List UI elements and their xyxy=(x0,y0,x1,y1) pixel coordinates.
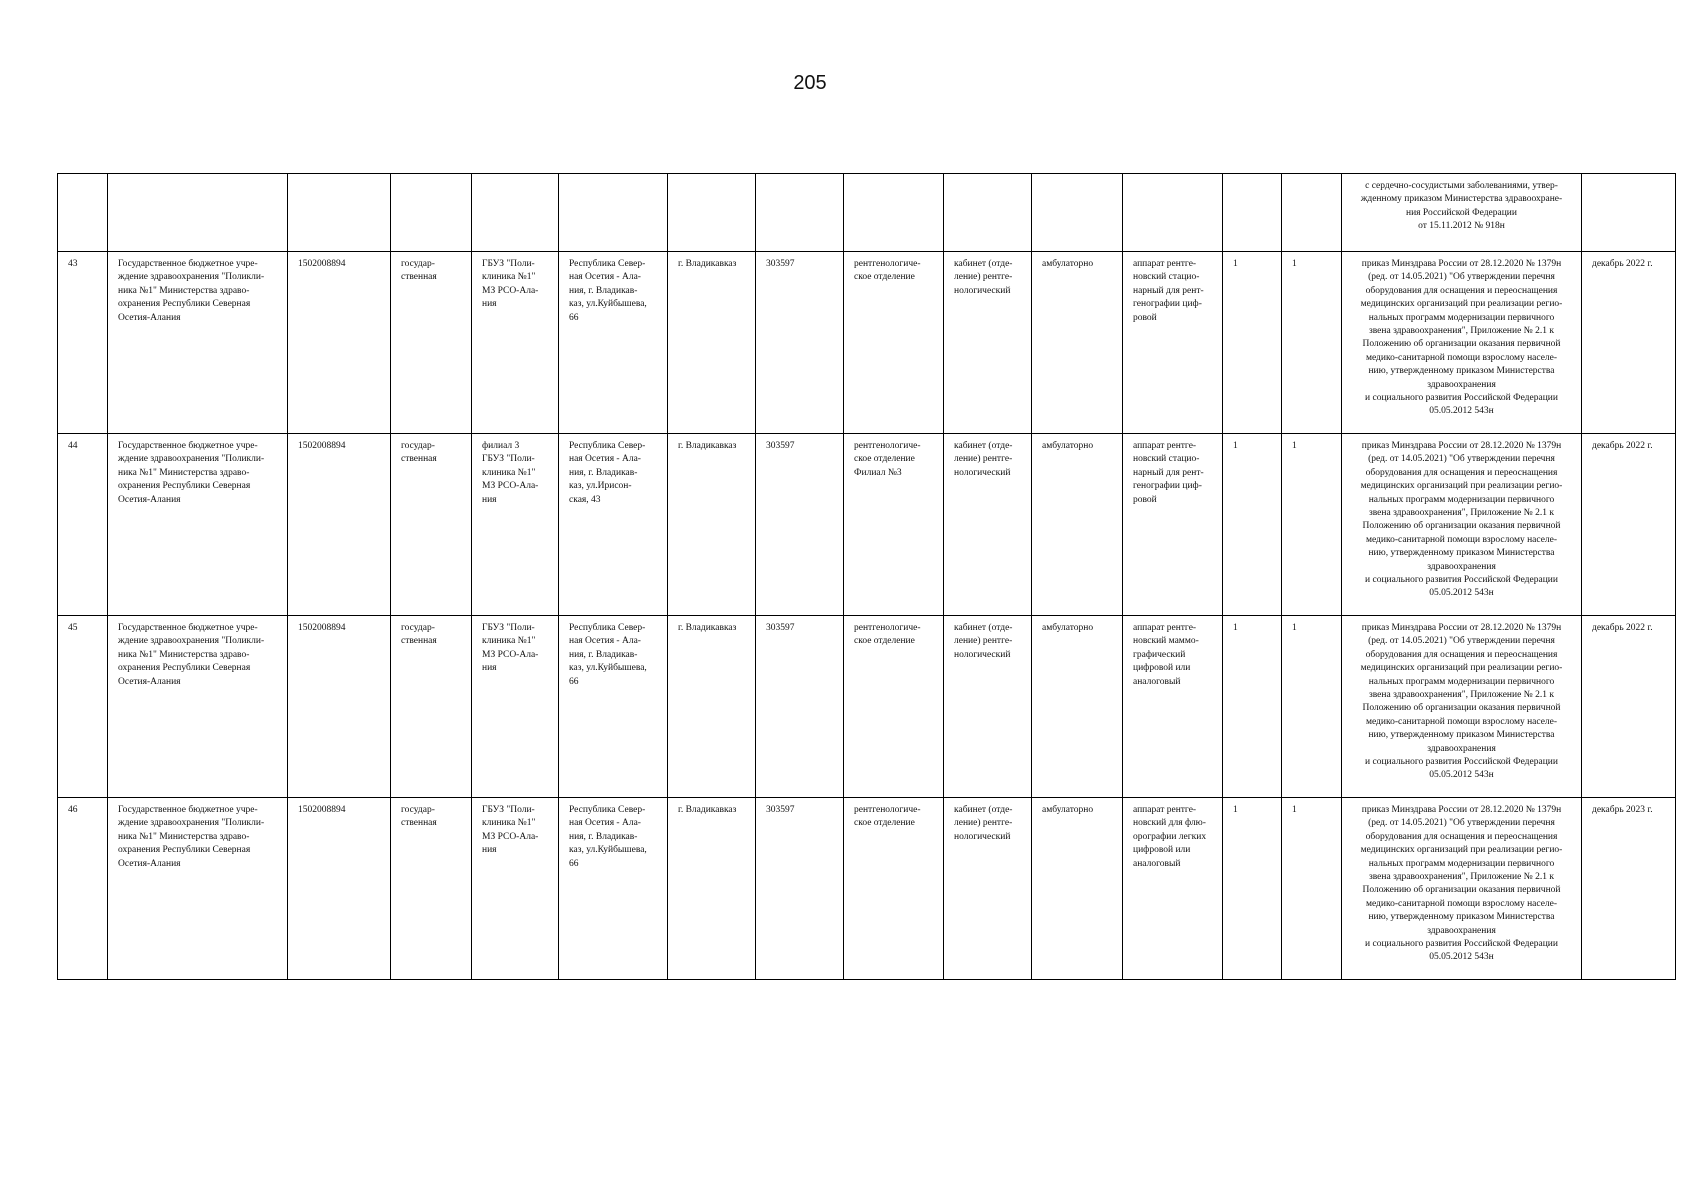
room-cell: кабинет (отде- ление) рентге- нологический xyxy=(944,616,1032,798)
organization-cell: Государственное бюджетное учре- ждение здравоохранения "Поликли- ника №1" Министерства здраво- охранения Республики Северная Осетия-Алания xyxy=(108,616,288,798)
inn-cell: 1502008894 xyxy=(288,616,391,798)
care-mode-cell: амбулаторно xyxy=(1032,434,1123,616)
table-row xyxy=(58,616,1676,798)
page-number: 205 xyxy=(793,72,827,94)
quantity-cell: 1 xyxy=(1223,252,1282,434)
code-cell: 303597 xyxy=(756,252,844,434)
address-cell: Республика Север- ная Осетия - Ала- ния, г. Владикав- каз, ул.Куйбышева, 66 xyxy=(559,798,668,980)
city-cell: г. Владикавказ xyxy=(668,616,756,798)
address-cell: Республика Север- ная Осетия - Ала- ния, г. Владикав- каз, ул.Ирисон- ская, 43 xyxy=(559,434,668,616)
ownership-cell: государ- ственная xyxy=(391,616,472,798)
quantity-cell: 1 xyxy=(1282,798,1342,980)
short-name-cell: ГБУЗ "Поли- клиника №1" МЗ РСО-Ала- ния xyxy=(472,252,559,434)
quantity-cell: 1 xyxy=(1282,434,1342,616)
table-row xyxy=(58,434,1676,616)
legal-basis-cell: приказ Минздрава России от 28.12.2020 № 1379н (ред. от 14.05.2021) "Об утверждении перечня оборудования для оснащения и переоснащения медицинских организаций при реализации регио- нальных программ модернизации первичного звена здравоохранения", Приложение № 2.1 к Положению об организации оказания первичной медико-санитарной помощи взрослому населе- нию, утвержденному приказом Министерства здравоохранения и социального развития Российской Федерации 05.05.2012 543н xyxy=(1342,798,1582,980)
equipment-cell: аппарат рентге- новский стацио- нарный для рент- генографии циф- ровой xyxy=(1123,252,1223,434)
row-number-cell: 43 xyxy=(58,252,108,434)
equipment-cell: аппарат рентге- новский для флю- орографии легких цифровой или аналоговый xyxy=(1123,798,1223,980)
city-cell: г. Владикавказ xyxy=(668,252,756,434)
room-cell: кабинет (отде- ление) рентге- нологический xyxy=(944,434,1032,616)
inn-cell: 1502008894 xyxy=(288,252,391,434)
inn-cell: 1502008894 xyxy=(288,434,391,616)
table-row xyxy=(58,798,1676,980)
organization-cell: Государственное бюджетное учре- ждение здравоохранения "Поликли- ника №1" Министерства здраво- охранения Республики Северная Осетия-Алания xyxy=(108,434,288,616)
quantity-cell: 1 xyxy=(1223,798,1282,980)
equipment-cell: аппарат рентге- новский стацио- нарный для рент- генографии циф- ровой xyxy=(1123,434,1223,616)
short-name-cell: ГБУЗ "Поли- клиника №1" МЗ РСО-Ала- ния xyxy=(472,616,559,798)
organization-cell: Государственное бюджетное учре- ждение здравоохранения "Поликли- ника №1" Министерства здраво- охранения Республики Северная Осетия-Алания xyxy=(108,798,288,980)
quantity-cell: 1 xyxy=(1223,434,1282,616)
legal-basis-cell: приказ Минздрава России от 28.12.2020 № 1379н (ред. от 14.05.2021) "Об утверждении перечня оборудования для оснащения и переоснащения медицинских организаций при реализации регио- нальных программ модернизации первичного звена здравоохранения", Приложение № 2.1 к Положению об организации оказания первичной медико-санитарной помощи взрослому населе- нию, утвержденному приказом Министерства здравоохранения и социального развития Российской Федерации 05.05.2012 543н xyxy=(1342,252,1582,434)
department-cell: рентгенологиче- ское отделение xyxy=(844,798,944,980)
organization-cell: Государственное бюджетное учре- ждение здравоохранения "Поликли- ника №1" Министерства здраво- охранения Республики Северная Осетия-Алания xyxy=(108,252,288,434)
department-cell: рентгенологиче- ское отделение xyxy=(844,252,944,434)
date-cell: декабрь 2022 г. xyxy=(1582,252,1676,434)
row-number-cell: 44 xyxy=(58,434,108,616)
room-cell: кабинет (отде- ление) рентге- нологический xyxy=(944,252,1032,434)
inn-cell: 1502008894 xyxy=(288,798,391,980)
table-row xyxy=(58,252,1676,434)
department-cell: рентгенологиче- ское отделение xyxy=(844,616,944,798)
code-cell: 303597 xyxy=(756,798,844,980)
ownership-cell: государ- ственная xyxy=(391,252,472,434)
equipment-cell: аппарат рентге- новский маммо- графический цифровой или аналоговый xyxy=(1123,616,1223,798)
legal-basis-cell: с сердечно-сосудистыми заболеваниями, утвер- жденному приказом Министерства здравоохране- ния Российской Федерации от 15.11.2012 № 918н xyxy=(1342,174,1582,252)
date-cell: декабрь 2023 г. xyxy=(1582,798,1676,980)
quantity-cell: 1 xyxy=(1282,616,1342,798)
code-cell: 303597 xyxy=(756,616,844,798)
short-name-cell: филиал 3 ГБУЗ "Поли- клиника №1" МЗ РСО-Ала- ния xyxy=(472,434,559,616)
city-cell: г. Владикавказ xyxy=(668,798,756,980)
ownership-cell: государ- ственная xyxy=(391,434,472,616)
row-number-cell: 46 xyxy=(58,798,108,980)
room-cell: кабинет (отде- ление) рентге- нологический xyxy=(944,798,1032,980)
address-cell: Республика Север- ная Осетия - Ала- ния, г. Владикав- каз, ул.Куйбышева, 66 xyxy=(559,252,668,434)
department-cell: рентгенологиче- ское отделение Филиал №3 xyxy=(844,434,944,616)
quantity-cell: 1 xyxy=(1282,252,1342,434)
city-cell: г. Владикавказ xyxy=(668,434,756,616)
code-cell: 303597 xyxy=(756,434,844,616)
legal-basis-cell: приказ Минздрава России от 28.12.2020 № 1379н (ред. от 14.05.2021) "Об утверждении перечня оборудования для оснащения и переоснащения медицинских организаций при реализации регио- нальных программ модернизации первичного звена здравоохранения", Приложение № 2.1 к Положению об организации оказания первичной медико-санитарной помощи взрослому населе- нию, утвержденному приказом Министерства здравоохранения и социального развития Российской Федерации 05.05.2012 543н xyxy=(1342,616,1582,798)
date-cell: декабрь 2022 г. xyxy=(1582,616,1676,798)
quantity-cell: 1 xyxy=(1223,616,1282,798)
care-mode-cell: амбулаторно xyxy=(1032,798,1123,980)
table-row-continuation xyxy=(58,174,1676,252)
equipment-registry-table xyxy=(57,173,1676,980)
ownership-cell: государ- ственная xyxy=(391,798,472,980)
legal-basis-cell: приказ Минздрава России от 28.12.2020 № 1379н (ред. от 14.05.2021) "Об утверждении перечня оборудования для оснащения и переоснащения медицинских организаций при реализации регио- нальных программ модернизации первичного звена здравоохранения", Приложение № 2.1 к Положению об организации оказания первичной медико-санитарной помощи взрослому населе- нию, утвержденному приказом Министерства здравоохранения и социального развития Российской Федерации 05.05.2012 543н xyxy=(1342,434,1582,616)
care-mode-cell: амбулаторно xyxy=(1032,252,1123,434)
care-mode-cell: амбулаторно xyxy=(1032,616,1123,798)
row-number-cell: 45 xyxy=(58,616,108,798)
date-cell: декабрь 2022 г. xyxy=(1582,434,1676,616)
short-name-cell: ГБУЗ "Поли- клиника №1" МЗ РСО-Ала- ния xyxy=(472,798,559,980)
address-cell: Республика Север- ная Осетия - Ала- ния, г. Владикав- каз, ул.Куйбышева, 66 xyxy=(559,616,668,798)
